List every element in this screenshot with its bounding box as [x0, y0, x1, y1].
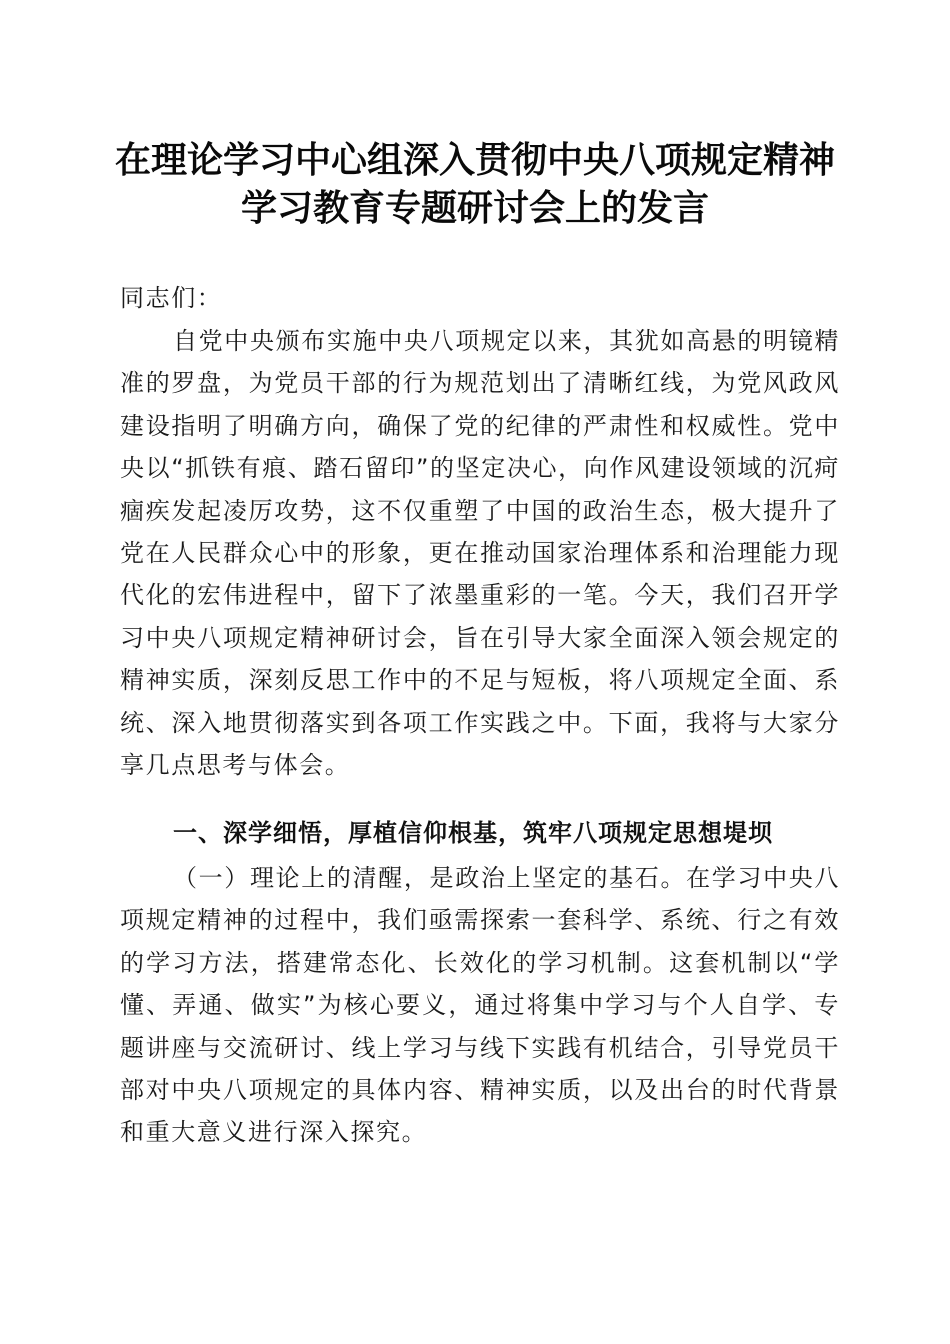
document-title-line-2: 学习教育专题研讨会上的发言	[240, 187, 709, 229]
salutation: 同志们：	[120, 284, 223, 312]
subsection-paragraph-1: （一）理论上的清醒，是政治上坚定的基石。在学习中央八项规定精神的过程中，我们亟需探索一套科学、系统、行之有效的学习方法，搭建常态化、长效化的学习机制。这套机制以“学懂、弄通、做实”为核心要义，通过将集中学习与个人自学、专题讲座与交流研讨、线上学习与线下实践有机结合，引导党员干部对中央八项规定的具体内容、精神实质，以及出台的时代背景和重大意义进行深入探究。	[120, 864, 840, 1147]
opening-paragraph: 自党中央颁布实施中央八项规定以来，其犹如高悬的明镜精准的罗盘，为党员干部的行为规范划出了清晰红线，为党风政风建设指明了明确方向，确保了党的纪律的严肃性和权威性。党中央以“抓铁有痕、踏石留印”的坚定决心，向作风建设领域的沉疴痼疾发起凌厉攻势，这不仅重塑了中国的政治生态，极大提升了党在人民群众心中的形象，更在推动国家治理体系和治理能力现代化的宏伟进程中，留下了浓墨重彩的一笔。今天，我们召开学习中央八项规定精神研讨会，旨在引导大家全面深入领会规定的精神实质，深刻反思工作中的不足与短板，将八项规定全面、系统、深入地贯彻落实到各项工作实践之中。下面，我将与大家分享几点思考与体会。	[120, 327, 840, 780]
section-heading-1: 一、深学细悟，厚植信仰根基，筑牢八项规定思想堤坝	[173, 819, 773, 847]
document-title-line-1: 在理论学习中心组深入贯彻中央八项规定精神	[114, 139, 835, 181]
